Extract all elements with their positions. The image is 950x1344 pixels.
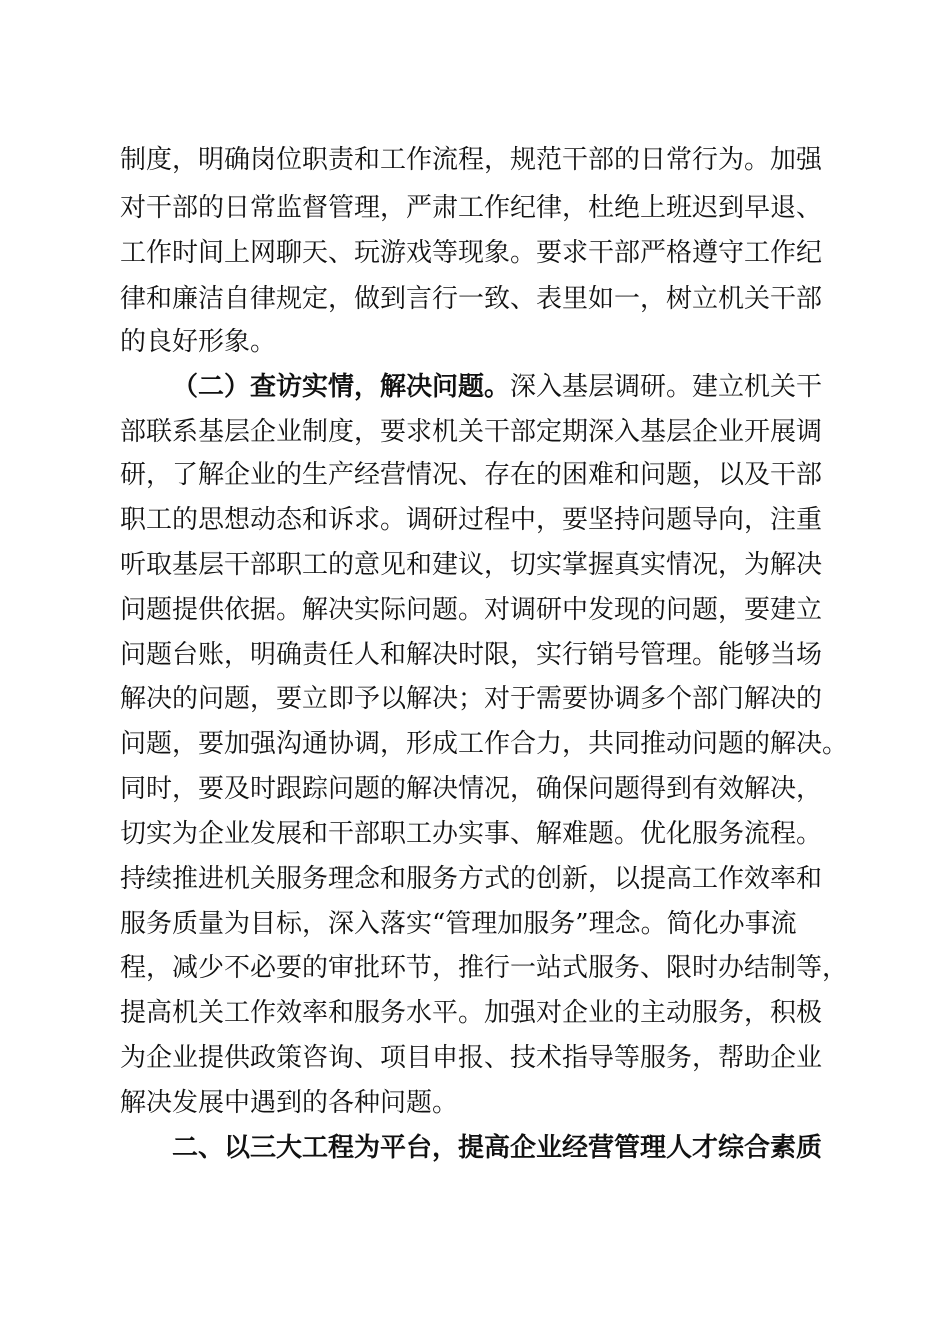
body-line: 解决的问题，要立即予以解决；对于需要协调多个部门解决的 <box>120 684 823 714</box>
body-line: 职工的思想动态和诉求。调研过程中，要坚持问题导向，注重 <box>120 505 823 535</box>
section-heading: 二、以三大工程为平台，提高企业经营管理人才综合素质 <box>172 1133 823 1163</box>
body-line: 问题提供依据。解决实际问题。对调研中发现的问题，要建立 <box>120 595 823 625</box>
subheading-text: 深入基层调研。建立机关干 <box>510 372 823 402</box>
body-line: 解决发展中遇到的各种问题。 <box>120 1088 459 1118</box>
subheading-line <box>172 372 822 402</box>
subheading-title: （二）查访实情，解决问题。 <box>172 372 511 402</box>
body-line: 切实为企业发展和干部职工办实事、解难题。优化服务流程。 <box>120 819 823 849</box>
body-line: 律和廉洁自律规定，做到言行一致、表里如一，树立机关干部 <box>120 284 823 314</box>
body-line: 同时，要及时跟踪问题的解决情况，确保问题得到有效解决， <box>120 774 823 804</box>
body-line: 的良好形象。 <box>120 327 277 357</box>
body-line: 程，减少不必要的审批环节，推行一站式服务、限时办结制等， <box>120 953 849 983</box>
body-line: 制度，明确岗位职责和工作流程，规范干部的日常行为。加强 <box>120 145 823 175</box>
body-line: 部联系基层企业制度，要求机关干部定期深入基层企业开展调 <box>120 417 823 447</box>
body-line: 对干部的日常监督管理，严肃工作纪律，杜绝上班迟到早退、 <box>120 193 823 223</box>
body-line: 提高机关工作效率和服务水平。加强对企业的主动服务，积极 <box>120 998 823 1028</box>
body-line: 持续推进机关服务理念和服务方式的创新，以提高工作效率和 <box>120 864 823 894</box>
body-line: 听取基层干部职工的意见和建议，切实掌握真实情况，为解决 <box>120 550 823 580</box>
body-line: 问题台账，明确责任人和解决时限，实行销号管理。能够当场 <box>120 640 823 670</box>
body-line: 工作时间上网聊天、玩游戏等现象。要求干部严格遵守工作纪 <box>120 238 823 268</box>
body-line: 为企业提供政策咨询、项目申报、技术指导等服务，帮助企业 <box>120 1043 823 1073</box>
body-line: 研，了解企业的生产经营情况、存在的困难和问题，以及干部 <box>120 460 823 490</box>
body-line: 服务质量为目标，深入落实“管理加服务”理念。简化办事流 <box>120 909 797 939</box>
body-line: 问题，要加强沟通协调，形成工作合力，共同推动问题的解决。 <box>120 729 849 759</box>
